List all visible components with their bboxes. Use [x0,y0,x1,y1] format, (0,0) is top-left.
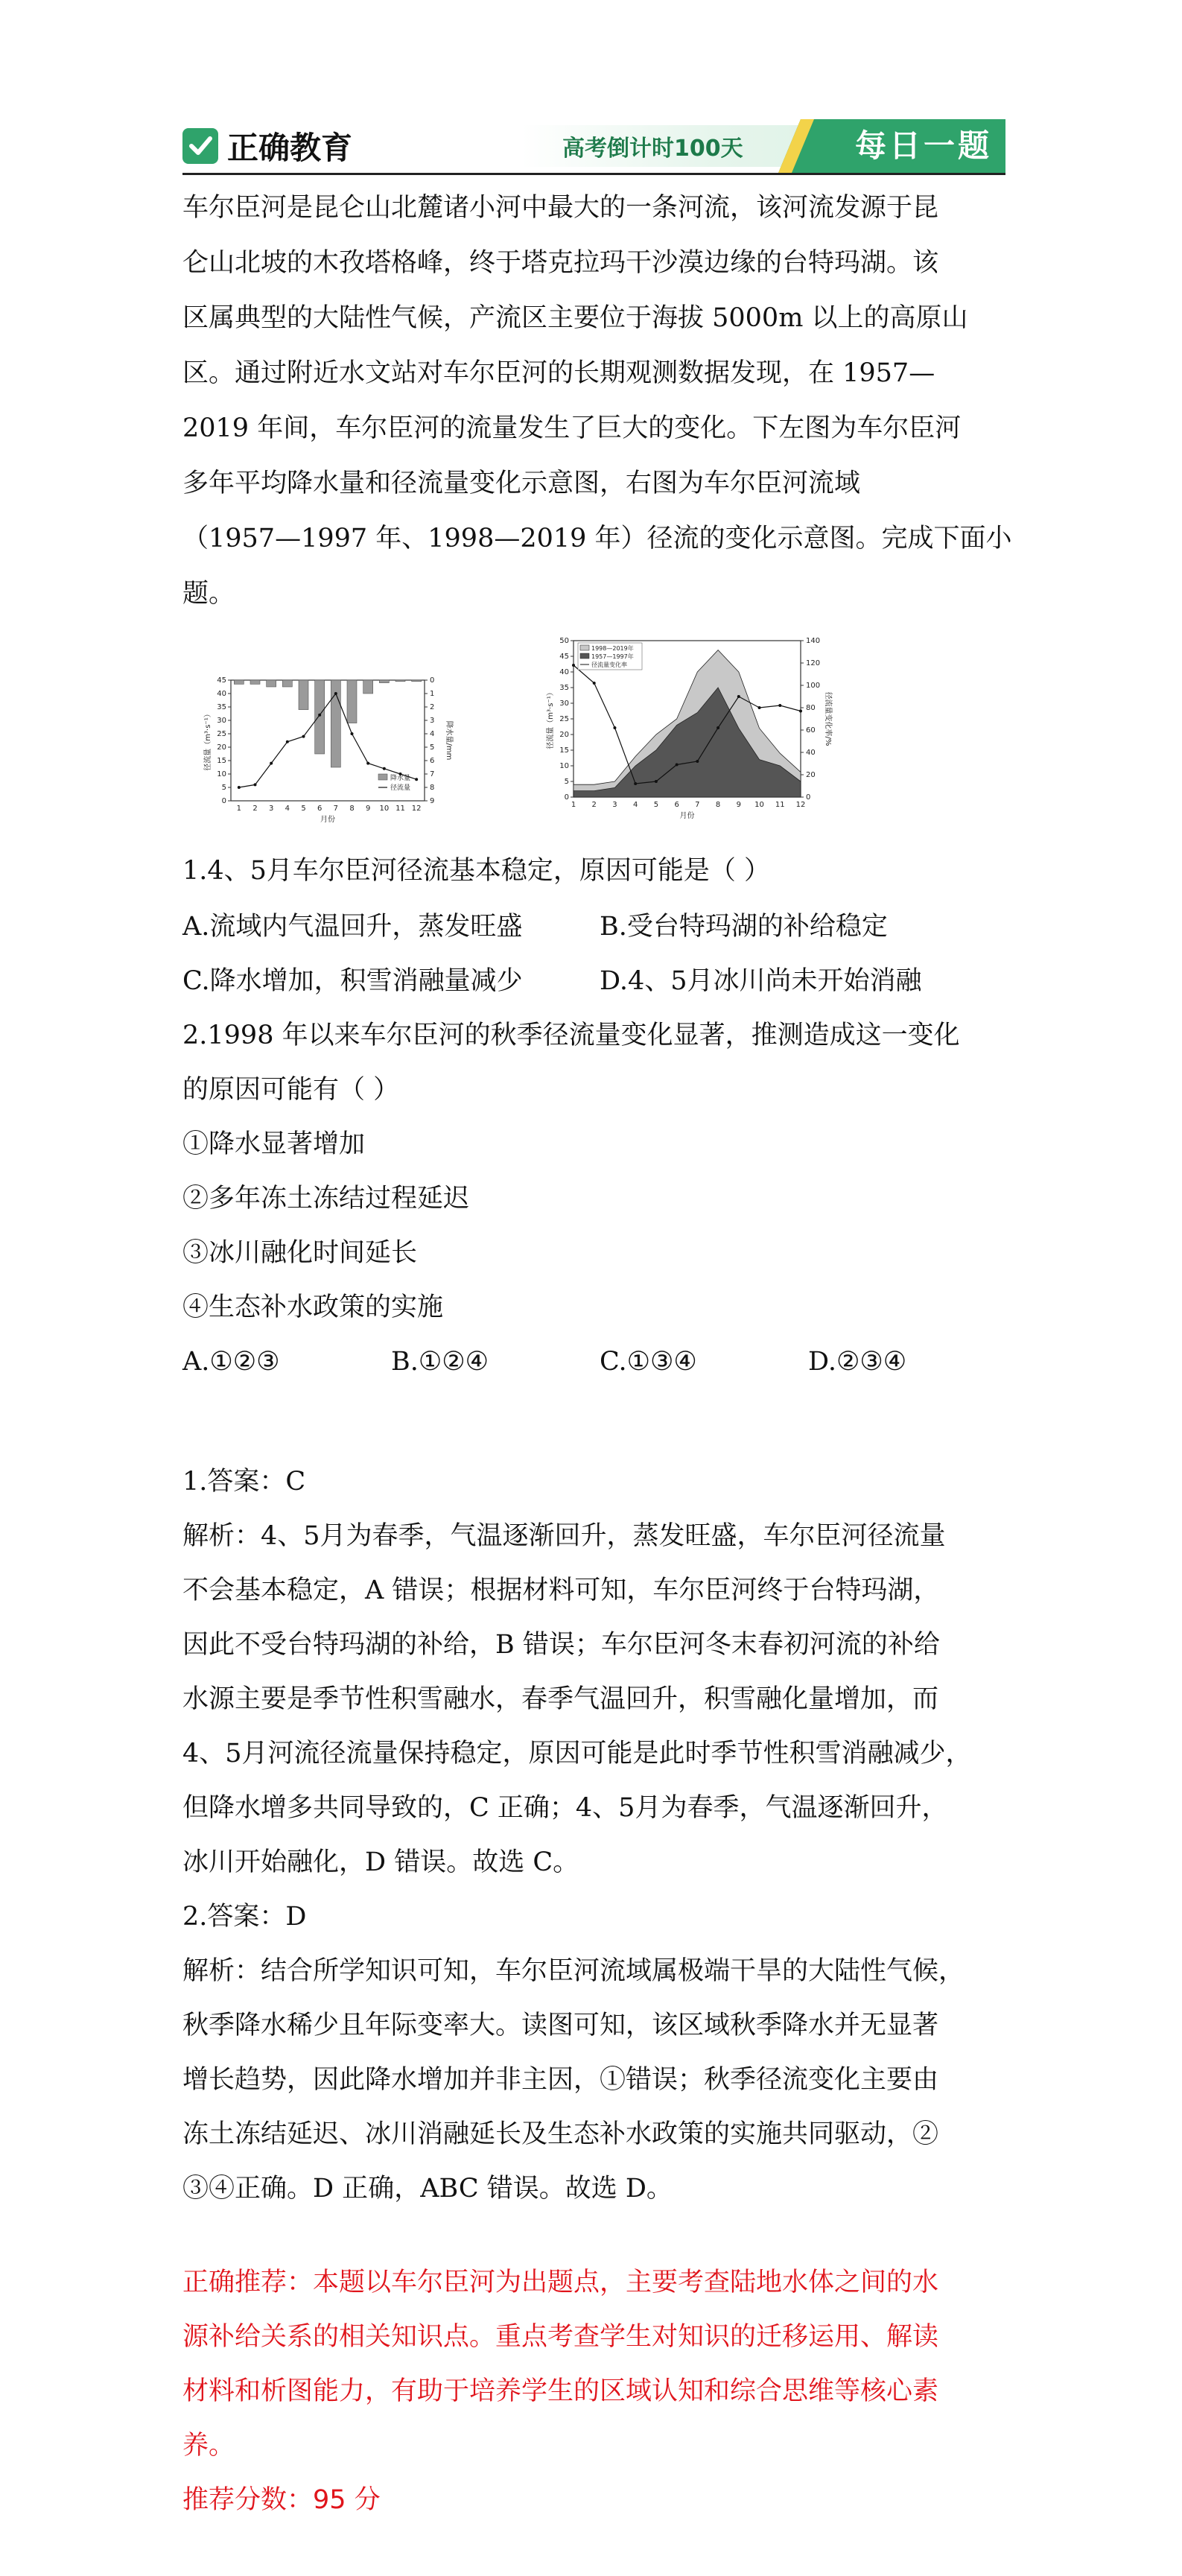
y-left-tick-label: 0 [564,793,569,802]
x-tick-label: 2 [591,801,597,809]
change-rate-point [613,726,616,729]
answer1-line: 不会基本稳定，A 错误；根据材料可知，车尔臣河终于台特玛湖， [182,1576,940,1605]
answer2-title: 2.答案：D [182,1902,307,1932]
x-tick-label: 8 [715,801,721,809]
change-rate-point [593,682,596,685]
brand-name: 正确教育 [227,130,353,166]
x-tick-label: 4 [285,805,290,813]
runoff-point [270,762,273,765]
precip-bar [347,680,357,723]
q2-option-a: A.①②③ [182,1347,280,1377]
q1-option-b: B.受台特玛湖的补给稳定 [600,912,888,942]
intro-line: 2019 年间，车尔臣河的流量发生了巨大的变化。下左图为车尔臣河 [182,413,962,443]
y-left-tick-label: 25 [217,730,226,738]
runoff-point [334,692,337,695]
change-rate-point [799,710,802,713]
plot-frame [231,680,425,801]
x-tick-label: 8 [349,805,355,813]
brand [182,119,352,173]
x-tick-label: 12 [411,805,422,813]
runoff-point [383,767,386,770]
precip-runoff-chart [201,659,469,827]
y-right-tick-label: 3 [430,717,435,725]
y-right-tick-label: 20 [806,771,816,779]
y-right-tick-label: 120 [806,659,821,667]
precip-bar [250,680,260,684]
countdown-text: 高考倒计时100天 [562,136,743,162]
y-right-axis-label: 径流量变化率/% [824,691,832,746]
answer2-line: ③④正确。D 正确，ABC 错误。故选 D。 [182,2174,673,2204]
runoff-line [239,694,416,787]
y-left-tick-label: 30 [217,717,226,725]
x-tick-label: 3 [268,805,274,813]
runoff-point [318,714,321,717]
y-left-tick-label: 35 [559,684,569,692]
y-right-axis-label: 降水量/mm [445,720,453,761]
x-tick-label: 11 [775,801,785,809]
y-left-tick-label: 20 [217,743,226,752]
y-left-tick-label: 20 [559,731,569,739]
y-right-tick-label: 0 [806,793,811,802]
precip-bar [299,680,308,710]
q1-option-d: D.4、5月冰川尚未开始消融 [600,966,922,996]
legend-label: 径流量变化率 [591,662,627,668]
y-left-tick-label: 50 [559,637,569,645]
runoff-point [366,762,369,765]
header-divider [182,173,1005,175]
change-rate-point [572,664,575,667]
x-axis-label: 月份 [679,812,695,820]
y-left-tick-label: 15 [217,757,226,765]
x-tick-label: 3 [612,801,617,809]
answer2-line: 冻土冻结延迟、冰川消融延长及生态补水政策的实施共同驱动，② [182,2119,939,2149]
q1-option-a: A.流域内气温回升，蒸发旺盛 [182,912,523,942]
y-right-tick-label: 60 [806,726,816,735]
q2-stem-line: 2.1998 年以来车尔臣河的秋季径流量变化显著，推测造成这一变化 [182,1021,960,1050]
change-rate-point [716,726,719,729]
q2-option-d: D.②③④ [808,1347,907,1377]
y-left-tick-label: 45 [217,676,226,685]
answer1-line: 4、5月河流径流量保持稳定，原因可能是此时季节性积雪消融减少， [182,1739,972,1768]
precip-bar [267,680,276,687]
change-rate-point [634,782,637,785]
q2-item: ②多年冻土冻结过程延迟 [182,1184,470,1214]
y-right-tick-label: 5 [430,743,435,752]
change-rate-point [655,780,658,783]
precip-bar [234,680,244,684]
answer1-line: 因此不受台特玛湖的补给，B 错误；车尔臣河冬末春初河流的补给 [182,1630,940,1660]
y-right-tick-label: 0 [430,676,435,685]
intro-line: 仑山北坡的木孜塔格峰，终于塔克拉玛干沙漠边缘的台特玛湖。该 [182,248,939,278]
recommend-score: 推荐分数：95 分 [182,2485,381,2515]
change-rate-point [696,760,699,763]
legend-swatch-1957-1997 [580,653,589,659]
badge-label: 每日一题 [854,127,992,164]
y-left-tick-label: 25 [559,715,569,723]
x-tick-label: 6 [674,801,679,809]
answer1-line: 但降水增多共同导致的，C 正确；4、5月为春季，气温逐渐回升， [182,1793,948,1823]
runoff-point [254,783,257,786]
precip-bar [395,680,405,682]
y-left-axis-label: 径流量（m³·s⁻¹） [204,710,212,771]
runoff-point [351,732,354,735]
runoff-point [415,778,418,781]
q2-item: ③冰川融化时间延长 [182,1238,418,1268]
x-tick-label: 5 [301,805,306,813]
y-right-tick-label: 4 [430,730,435,738]
intro-line: 题。 [182,579,235,609]
x-tick-label: 4 [632,801,638,809]
x-tick-label: 5 [653,801,659,809]
legend-label: 降水量 [390,775,411,782]
x-tick-label: 9 [365,805,371,813]
x-tick-label: 2 [252,805,258,813]
x-tick-label: 7 [695,801,700,809]
q2-stem-line: 的原因可能有（ ） [182,1075,400,1105]
answer1-line: 冰川开始融化，D 错误。故选 C。 [182,1847,579,1877]
recommend-line: 养。 [182,2431,235,2461]
y-left-tick-label: 40 [559,668,569,676]
q2-option-b: B.①②④ [391,1347,489,1377]
y-right-tick-label: 9 [430,797,435,805]
runoff-point [302,735,305,738]
change-rate-point [778,704,781,707]
legend-label: 1957—1997年 [591,653,634,660]
change-rate-point [737,695,740,698]
y-right-tick-label: 1 [430,690,435,698]
x-tick-label: 10 [379,805,390,813]
recommend-line: 源补给关系的相关知识点。重点考查学生对知识的迁移运用、解读 [182,2322,939,2352]
y-right-tick-label: 40 [806,749,816,757]
y-left-tick-label: 5 [564,778,569,786]
intro-line: 区属典型的大陆性气候，产流区主要位于海拔 5000m 以上的高原山 [182,303,968,333]
y-left-tick-label: 30 [559,699,569,708]
precip-bar [379,680,389,683]
checkmark-logo-icon [182,128,218,164]
precip-bar [282,680,292,687]
y-left-tick-label: 0 [221,797,226,805]
y-left-tick-label: 5 [221,784,226,792]
recommend-line: 材料和析图能力，有助于培养学生的区域认知和综合思维等核心素 [182,2376,939,2406]
legend-label: 1998—2019年 [591,645,634,652]
y-right-tick-label: 100 [806,682,821,690]
intro-line: 车尔臣河是昆仑山北麓诸小河中最大的一条河流，该河流发源于昆 [182,193,939,223]
runoff-point [238,786,241,789]
y-right-tick-label: 8 [430,784,435,792]
runoff-period-chart [544,629,857,827]
y-right-tick-label: 7 [430,770,435,778]
legend-swatch-1998-2019 [580,645,589,650]
x-axis-label: 月份 [320,816,335,824]
q2-item: ④生态补水政策的实施 [182,1292,444,1322]
x-tick-label: 1 [571,801,576,809]
y-left-tick-label: 45 [559,653,569,661]
y-left-tick-label: 40 [217,690,226,698]
legend-label: 径流量 [390,784,411,792]
header-banner [182,119,1005,173]
intro-line: 多年平均降水量和径流量变化示意图，右图为车尔臣河流域 [182,469,861,498]
intro-line: （1957—1997 年、1998—2019 年）径流的变化示意图。完成下面小 [182,524,1012,553]
precip-bar [315,680,325,754]
x-tick-label: 12 [795,801,806,809]
change-rate-point [758,706,761,709]
x-tick-label: 6 [317,805,322,813]
change-rate-point [676,764,679,767]
x-tick-label: 1 [236,805,242,813]
q2-item: ①降水显著增加 [182,1129,366,1159]
answer2-line: 秋季降水稀少且年际变率大。读图可知，该区域秋季降水并无显著 [182,2011,939,2040]
precip-bar [412,680,422,682]
answer1-line: 水源主要是季节性积雪融水，春季气温回升，积雪融化量增加，而 [182,1684,939,1714]
y-right-tick-label: 80 [806,704,816,712]
q2-option-c: C.①③④ [600,1347,697,1377]
answer2-line: 解析：结合所学知识可知，车尔臣河流域属极端干旱的大陆性气候， [182,1956,965,1986]
y-left-tick-label: 15 [559,746,569,755]
q1-stem: 1.4、5月车尔臣河径流基本稳定，原因可能是（ ） [182,856,771,886]
x-tick-label: 9 [736,801,742,809]
recommend-line: 正确推荐：本题以车尔臣河为出题点，主要考查陆地水体之间的水 [182,2268,939,2297]
precip-bar [363,680,373,694]
x-tick-label: 7 [333,805,339,813]
y-left-tick-label: 10 [217,770,226,778]
y-left-axis-label: 径流量（m³·s⁻¹） [547,688,555,749]
x-tick-label: 10 [754,801,764,809]
intro-line: 区。通过附近水文站对车尔臣河的长期观测数据发现，在 1957— [182,358,935,388]
answer1-title: 1.答案：C [182,1467,306,1497]
y-right-tick-label: 6 [430,757,435,765]
answer1-line: 解析：4、5月为春季，气温逐渐回升，蒸发旺盛，车尔臣河径流量 [182,1521,946,1551]
intro-paragraph [182,180,1012,621]
x-tick-label: 11 [395,805,405,813]
runoff-point [286,740,289,743]
y-right-tick-label: 2 [430,703,435,711]
legend-swatch-precip [378,774,387,780]
answer2-line: 增长趋势，因此降水增加并非主因，①错误；秋季径流变化主要由 [182,2065,939,2095]
q1-option-c: C.降水增加，积雪消融量减少 [182,966,523,996]
y-left-tick-label: 10 [559,762,569,770]
y-right-tick-label: 140 [806,637,821,645]
y-left-tick-label: 35 [217,703,226,711]
